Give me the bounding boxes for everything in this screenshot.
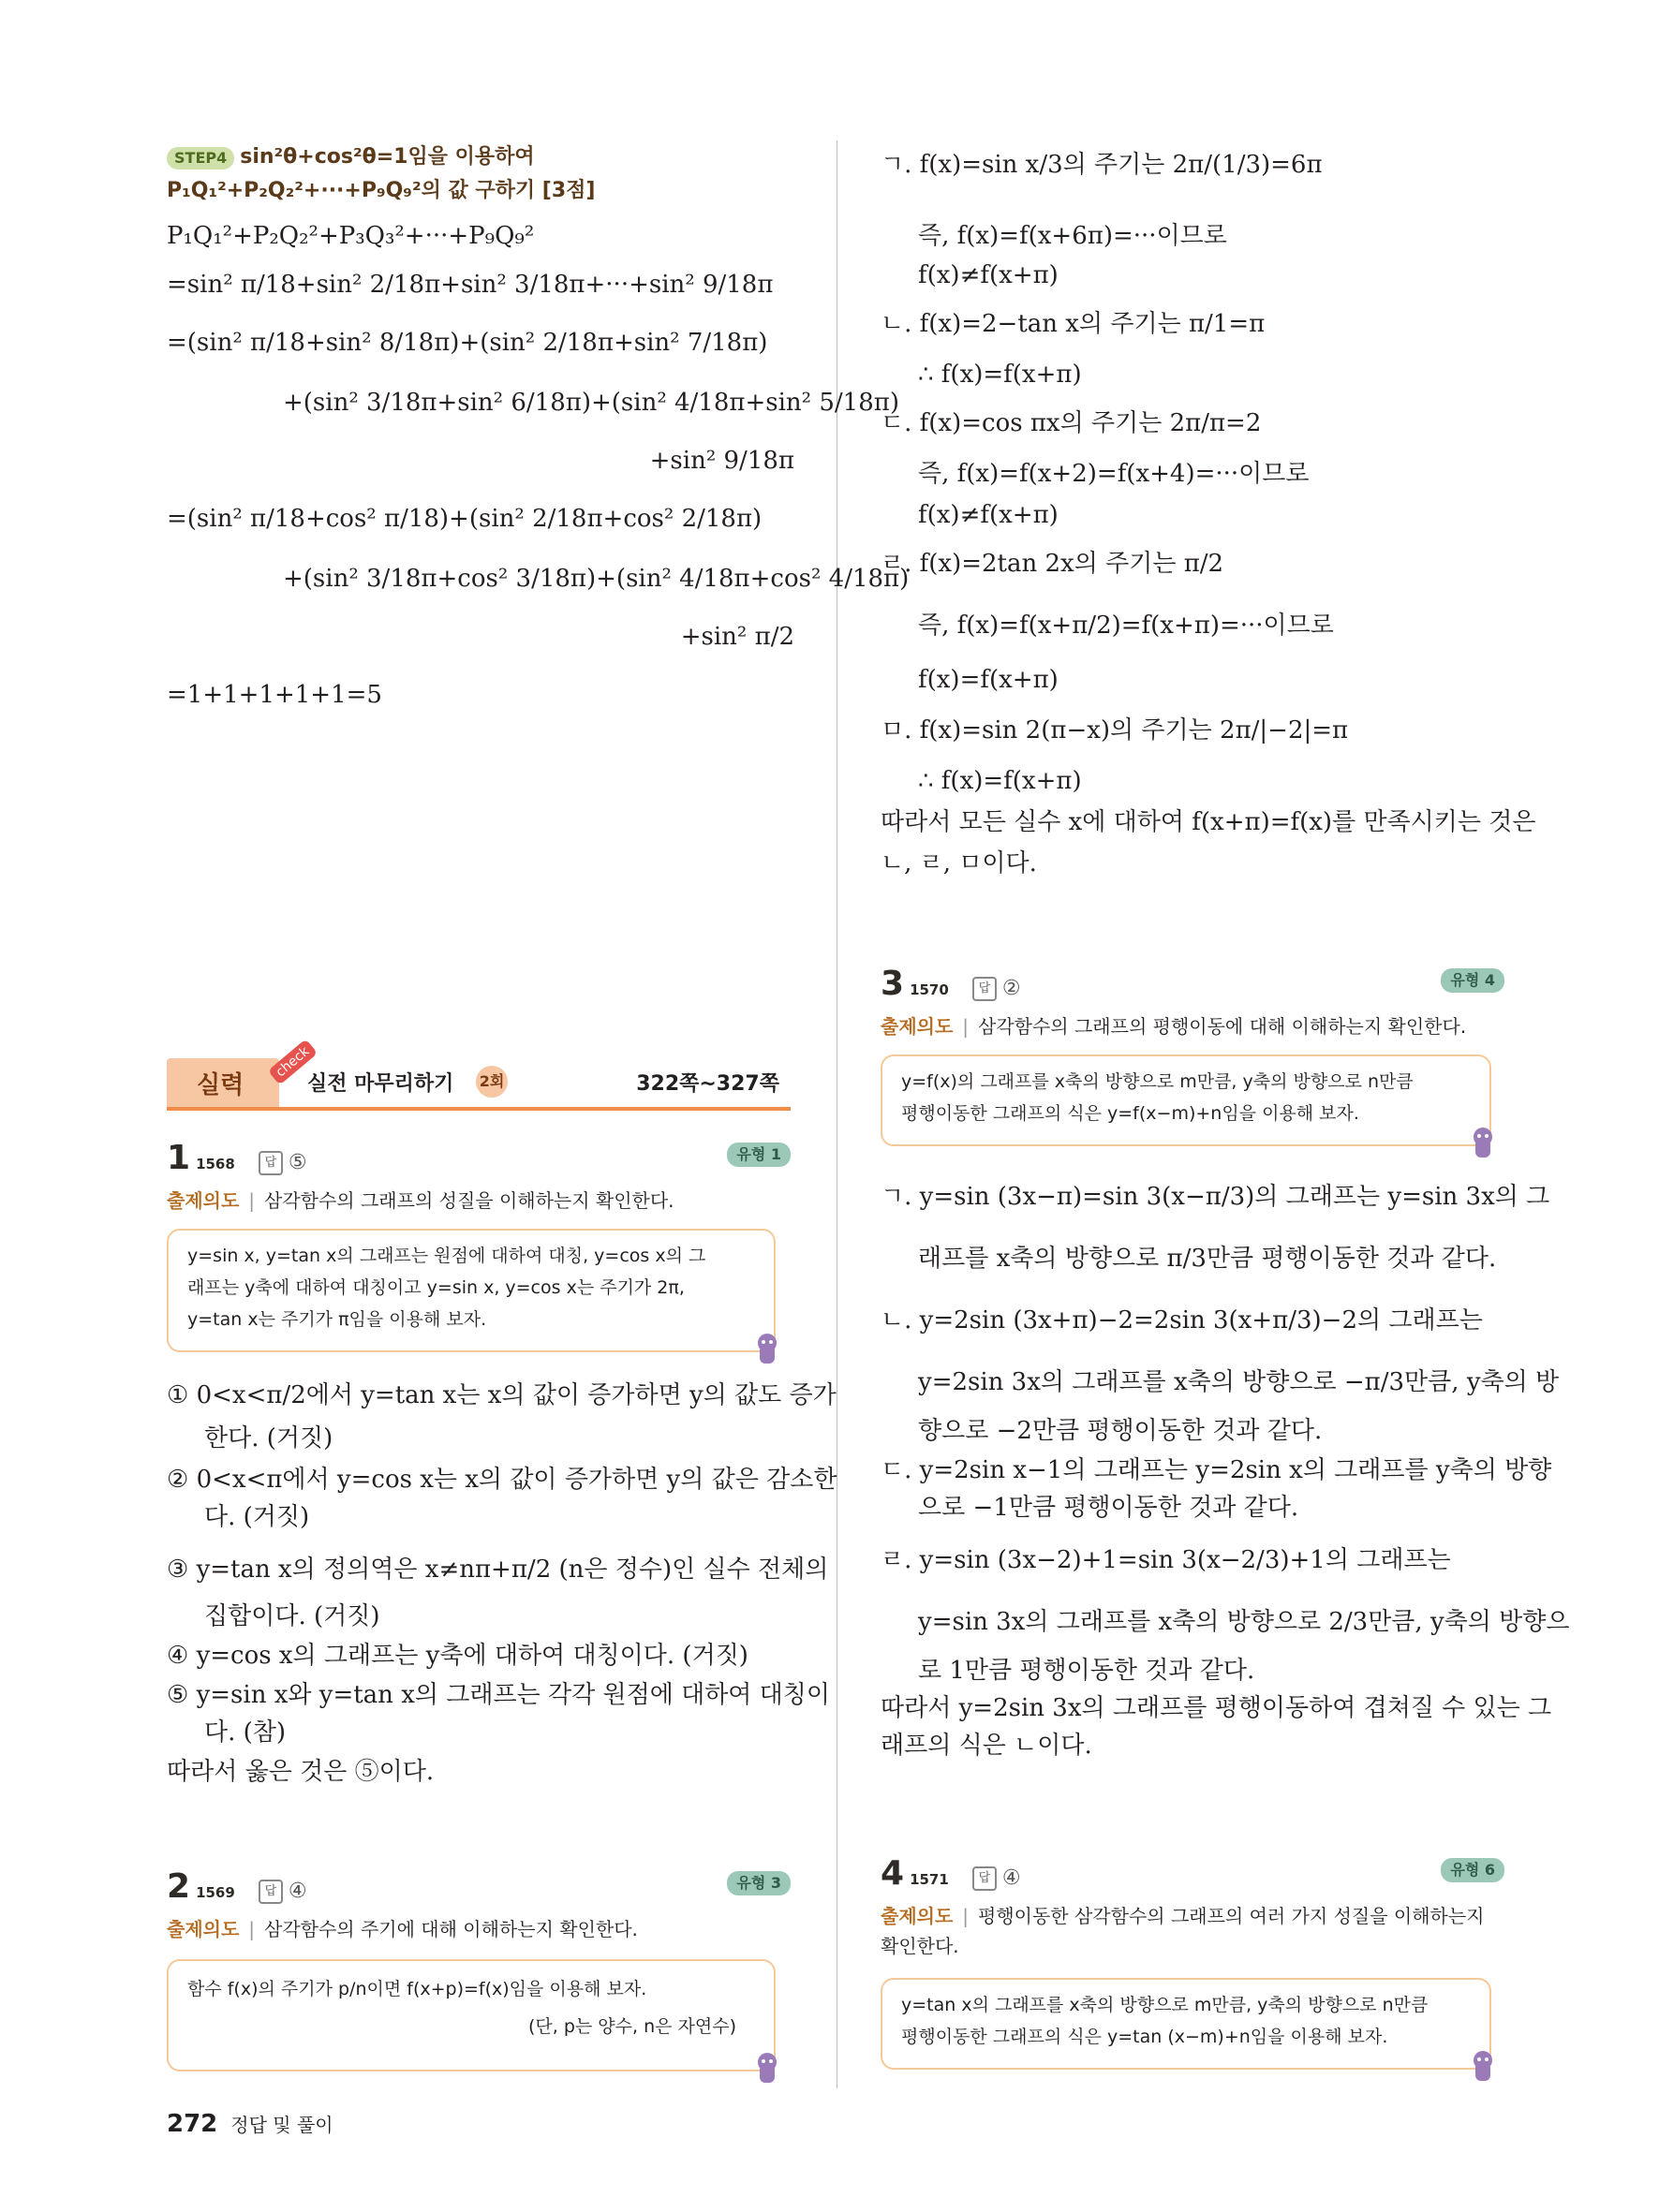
step4-line: +sin² π/2 <box>680 623 794 651</box>
question-3-header <box>881 965 1504 1002</box>
solution-line: y=2sin 3x의 그래프를 x축의 방향으로 −π/3만큼, y축의 방 <box>918 1368 1560 1396</box>
question-number: 2 <box>167 1867 191 1906</box>
solution-line: 다. (거짓) <box>204 1503 310 1531</box>
solution-line: 따라서 모든 실수 x에 대하여 f(x+π)=f(x)를 만족시키는 것은 <box>881 808 1536 836</box>
solution-line: ⑤ y=sin x와 y=tan x의 그래프는 각각 원점에 대하여 대칭이 <box>167 1681 831 1709</box>
page-footer <box>167 2110 333 2138</box>
type-badge: 유형 3 <box>727 1871 791 1895</box>
question-2-intent: 출제의도 | 삼각함수의 주기에 대해 이해하는지 확인한다. <box>167 1918 638 1940</box>
step4-line: +(sin² 3/18π+cos² 3/18π)+(sin² 4/18π+cos² 4/18π) <box>283 565 910 593</box>
check-badge: check <box>268 1039 318 1084</box>
solution-line: 한다. (거짓) <box>204 1424 333 1453</box>
question-1-intent: 출제의도 | 삼각함수의 그래프의 성질을 이해하는지 확인한다. <box>167 1189 674 1212</box>
question-3-intent: 출제의도 | 삼각함수의 그래프의 평행이동에 대해 이해하는지 확인한다. <box>881 1015 1467 1038</box>
question-id: 1568 <box>196 1156 235 1172</box>
question-number: 3 <box>881 965 905 1003</box>
answer: 답 ④ <box>259 1880 307 1904</box>
solution-line: 래프를 x축의 방향으로 π/3만큼 평행이동한 것과 같다. <box>918 1245 1497 1273</box>
step4-line: +(sin² 3/18π+sin² 6/18π)+(sin² 4/18π+sin² 5/18π) <box>283 389 899 417</box>
question-3-hint: y=f(x)의 그래프를 x축의 방향으로 m만큼, y축의 방향으로 n만큼 평행이동한 그래프의 식은 y=f(x−m)+n임을 이용해 보자. <box>881 1054 1491 1146</box>
type-badge: 유형 6 <box>1441 1858 1504 1882</box>
mascot-icon <box>1469 2049 1497 2087</box>
solution-line: ① 0<x<π/2에서 y=tan x는 x의 값이 증가하면 y의 값도 증가 <box>167 1381 837 1409</box>
solution-line: 다. (참) <box>204 1718 287 1747</box>
solution-line: ④ y=cos x의 그래프는 y축에 대하여 대칭이다. (거짓) <box>167 1642 748 1670</box>
solution-line: f(x)≠f(x+π) <box>918 261 1059 289</box>
solution-line: ② 0<x<π에서 y=cos x는 x의 값이 증가하면 y의 값은 감소한 <box>167 1466 837 1494</box>
question-1-solution <box>167 1377 837 1791</box>
step4-heading: STEP4 sin²θ+cos²θ=1임을 이용하여 P₁Q₁²+P₂Q₂²+···+P₉Q₉²의 값 구하기 [3점] <box>167 145 596 202</box>
question-id: 1569 <box>196 1884 235 1901</box>
solution-line: f(x)≠f(x+π) <box>918 501 1059 529</box>
solution-line: 로 1만큼 평행이동한 것과 같다. <box>918 1657 1255 1685</box>
step4-badge: STEP4 <box>167 147 234 170</box>
solution-line: y=sin 3x의 그래프를 x축의 방향으로 2/3만큼, y축의 방향으 <box>918 1608 1570 1636</box>
question-1-header <box>167 1139 791 1176</box>
question-3-solution <box>881 1178 1570 1764</box>
step4-line: =sin² π/18+sin² 2/18π+sin² 3/18π+···+sin² 9/18π <box>167 271 774 299</box>
solution-line: ㄴ. y=2sin (3x+π)−2=2sin 3(x+π/3)−2의 그래프는 <box>881 1306 1483 1335</box>
banner-pages: 322쪽~327쪽 <box>636 1072 779 1096</box>
question-number: 1 <box>167 1139 191 1177</box>
question-id: 1570 <box>910 981 949 998</box>
answer: 답 ② <box>972 977 1021 1001</box>
solution-line: 즉, f(x)=f(x+6π)=···이므로 <box>918 222 1227 250</box>
page-number: 272 <box>167 2110 218 2138</box>
step4-line: P₁Q₁²+P₂Q₂²+P₃Q₃²+···+P₉Q₉² <box>167 222 535 250</box>
solution-line: ㄷ. f(x)=cos πx의 주기는 2π/π=2 <box>881 409 1262 437</box>
question-4-header <box>881 1854 1504 1892</box>
solution-line: ㄹ. y=sin (3x−2)+1=sin 3(x−2/3)+1의 그래프는 <box>881 1546 1451 1574</box>
solution-line: 즉, f(x)=f(x+2)=f(x+4)=···이므로 <box>918 460 1310 488</box>
step4-section <box>167 140 910 714</box>
solution-line: 집합이다. (거짓) <box>204 1602 380 1630</box>
question-1-hint: y=sin x, y=tan x의 그래프는 원점에 대하여 대칭, y=cos x의 그 래프는 y축에 대하여 대칭이고 y=sin x, y=cos x는 주기가 2π, y=tan x는 주기가 π임을 이용해 보자. <box>167 1229 776 1352</box>
question-number: 4 <box>881 1854 905 1893</box>
question-2-hint: 함수 f(x)의 주기가 p/n이면 f(x+p)=f(x)임을 이용해 보자. (단, p는 양수, n은 자연수) <box>167 1959 776 2072</box>
period-solution <box>881 140 1536 882</box>
answer: 답 ⑤ <box>259 1151 307 1175</box>
solution-line: ㄱ. y=sin (3x−π)=sin 3(x−π/3)의 그래프는 y=sin 3x의 그 <box>881 1183 1550 1211</box>
solution-line: 즉, f(x)=f(x+π/2)=f(x+π)=···이므로 <box>918 612 1334 640</box>
solution-line: ∴ f(x)=f(x+π) <box>918 361 1082 389</box>
solution-line: 래프의 식은 ㄴ이다. <box>881 1732 1092 1760</box>
solution-line: 따라서 옳은 것은 ⑤이다. <box>167 1758 435 1786</box>
step4-line: +sin² 9/18π <box>649 447 794 475</box>
solution-line: ③ y=tan x의 정의역은 x≠nπ+π/2 (n은 정수)인 실수 전체의 <box>167 1556 829 1584</box>
question-id: 1571 <box>910 1871 949 1888</box>
solution-line: 따라서 y=2sin 3x의 그래프를 평행이동하여 겹쳐질 수 있는 그 <box>881 1694 1552 1722</box>
step4-line: =(sin² π/18+cos² π/18)+(sin² 2/18π+cos² 2/18π) <box>167 505 763 533</box>
solution-line: ㄷ. y=2sin x−1의 그래프는 y=2sin x의 그래프를 y축의 방향 <box>881 1456 1552 1484</box>
round-badge: 2회 <box>476 1066 508 1098</box>
footer-label: 정답 및 풀이 <box>230 2114 333 2136</box>
mascot-icon <box>753 2051 781 2088</box>
solution-line: 향으로 −2만큼 평행이동한 것과 같다. <box>918 1417 1323 1445</box>
solution-line: f(x)=f(x+π) <box>918 666 1059 694</box>
solution-line: ㅁ. f(x)=sin 2(π−x)의 주기는 2π/|−2|=π <box>881 716 1349 745</box>
solution-line: ㄴ, ㄹ, ㅁ이다. <box>881 849 1037 877</box>
solution-line: ㄴ. f(x)=2−tan x의 주기는 π/1=π <box>881 310 1266 338</box>
question-4-intent: 출제의도 | 평행이동한 삼각함수의 그래프의 여러 가지 성질을 이해하는지 확인한다. <box>881 1905 1485 1957</box>
question-2-header <box>167 1867 791 1905</box>
section-banner <box>167 1043 791 1111</box>
banner-tag: 실력 <box>167 1058 279 1107</box>
banner-title: 실전 마무리하기 <box>307 1072 454 1096</box>
mascot-icon <box>1469 1126 1497 1163</box>
mascot-icon <box>753 1332 781 1369</box>
type-badge: 유형 1 <box>727 1143 791 1167</box>
type-badge: 유형 4 <box>1441 968 1504 993</box>
step4-line: =1+1+1+1+1=5 <box>167 681 382 709</box>
solution-line: ∴ f(x)=f(x+π) <box>918 767 1082 795</box>
solution-line: ㄱ. f(x)=sin x/3의 주기는 2π/(1/3)=6π <box>881 151 1323 179</box>
step4-line: =(sin² π/18+sin² 8/18π)+(sin² 2/18π+sin² 7/18π) <box>167 329 768 357</box>
question-4-hint: y=tan x의 그래프를 x축의 방향으로 m만큼, y축의 방향으로 n만큼 평행이동한 그래프의 식은 y=tan (x−m)+n임을 이용해 보자. <box>881 1978 1491 2070</box>
solution-line: ㄹ. f(x)=2tan 2x의 주기는 π/2 <box>881 550 1224 578</box>
solution-line: 으로 −1만큼 평행이동한 것과 같다. <box>918 1494 1299 1522</box>
answer: 답 ④ <box>972 1866 1021 1891</box>
